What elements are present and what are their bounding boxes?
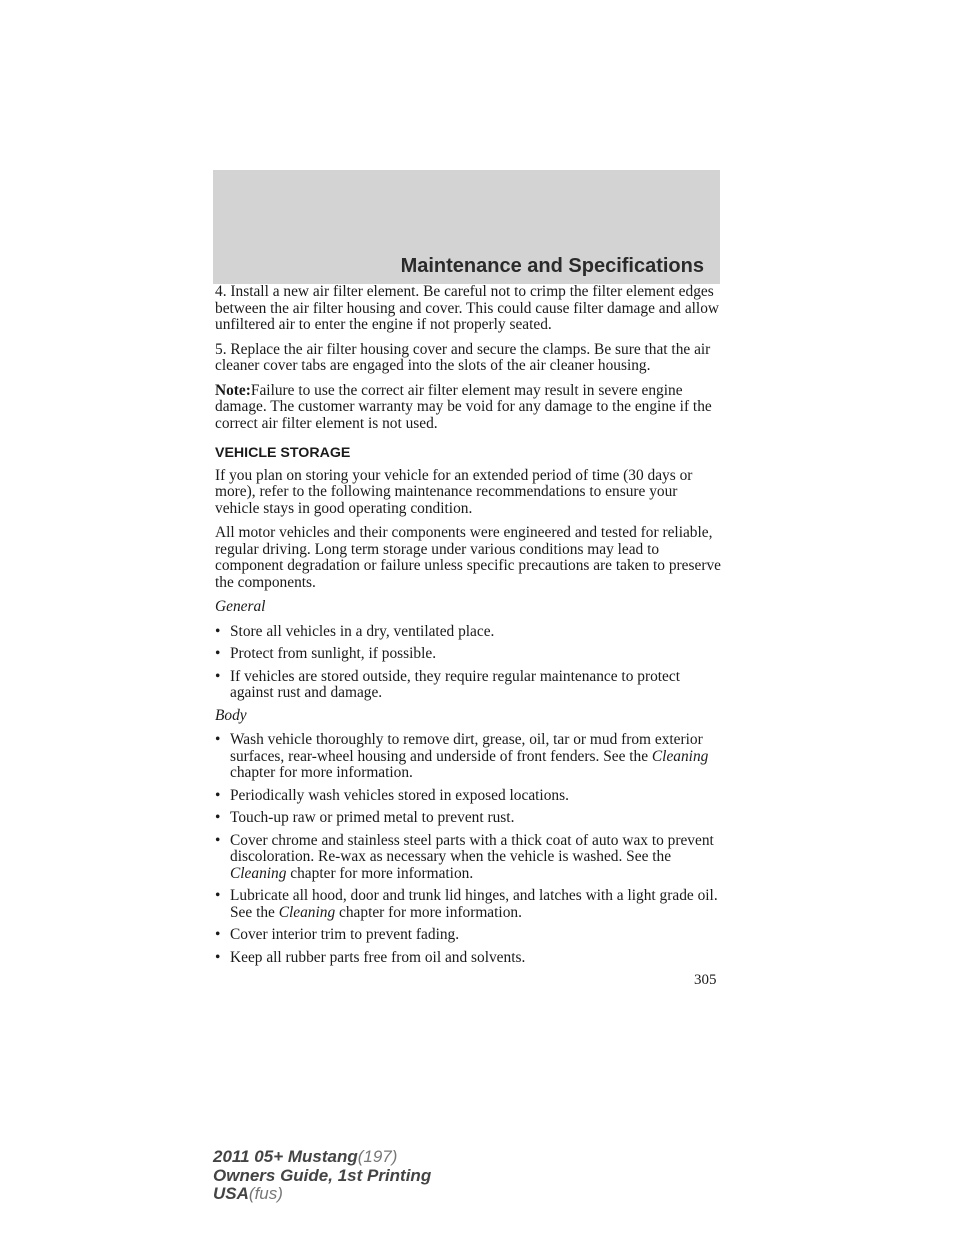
cleaning-chapter-ref: Cleaning [651, 747, 709, 765]
footer-model: 2011 05+ Mustang [213, 1147, 358, 1166]
list-item: • Store all vehicles in a dry, ventilated place. [215, 624, 725, 641]
page-number: 305 [694, 972, 717, 988]
footer-line-2 [213, 1167, 431, 1186]
footer-edition: Owners Guide, 1st Printing [213, 1165, 432, 1185]
body-list [215, 732, 725, 966]
footer-line-1 [213, 1148, 431, 1167]
list-item: • Protect from sunlight, if possible. [215, 646, 725, 663]
list-item: • Cover interior trim to prevent fading. [215, 927, 725, 944]
section-title: Maintenance and Specifications [400, 255, 704, 277]
list-item: • Periodically wash vehicles stored in exposed locations. [215, 788, 725, 805]
item-text: Wash vehicle thoroughly to remove dirt, grease, oil, tar or mud from exterior surfaces, rear-wheel housing and underside of front fenders. See the [230, 731, 703, 765]
note-label: Note: [215, 381, 251, 399]
body-subheading: Body [215, 706, 247, 724]
list-item: • Touch-up raw or primed metal to prevent rust. [215, 810, 725, 827]
footer-code: (197) [357, 1147, 398, 1166]
list-item [215, 732, 725, 782]
list-item [215, 888, 725, 921]
general-list [215, 624, 725, 702]
note-paragraph [215, 383, 725, 433]
vehicle-storage-heading: VEHICLE STORAGE [215, 445, 351, 461]
note-text: Failure to use the correct air filter element may result in severe engine damage. The customer warranty may be void for any damage to the engine if the correct air filter element is not used. [215, 381, 712, 432]
cleaning-chapter-ref: Cleaning [230, 864, 287, 882]
footer-market-code: (fus) [248, 1184, 283, 1203]
step-5-paragraph: 5. Replace the air filter housing cover and secure the clamps. Be sure that the air cleaner cover tabs are engaged into the slots of the air cleaner housing. [215, 340, 711, 374]
list-item [215, 833, 725, 883]
storage-intro-1: If you plan on storing your vehicle for an extended period of time (30 days or more), refer to the following maintenance recommendations to ensure your vehicle stays in good operating condition. [215, 466, 693, 517]
general-subheading: General [215, 598, 266, 615]
cleaning-chapter-ref: Cleaning [278, 903, 336, 921]
footer-line-3 [213, 1185, 431, 1204]
section-header-band [213, 170, 720, 284]
list-item: • Keep all rubber parts free from oil and solvents. [215, 950, 725, 967]
item-text: chapter for more information. [230, 764, 413, 781]
storage-intro-2: All motor vehicles and their components were engineered and tested for reliable, regular driving. Long term storage under various conditions may lead to component degradation or failure unless specific precautions are taken to preserve the components. [215, 524, 721, 591]
footer-market: USA [213, 1184, 249, 1203]
page-content [215, 284, 725, 972]
list-item: • If vehicles are stored outside, they require regular maintenance to protect against rust and damage. [215, 669, 725, 702]
print-footer [213, 1148, 431, 1204]
step-4-paragraph: 4. Install a new air filter element. Be careful not to crimp the filter element edges between the air filter housing and cover. This could cause filter damage and allow unfiltered air to enter the engine if not properly seated. [215, 283, 720, 333]
item-text: chapter for more information. [286, 864, 474, 882]
item-text: Lubricate all hood, door and trunk lid hinges, and latches with a light grade oil. See the [230, 887, 718, 921]
item-text: chapter for more information. [335, 903, 522, 921]
item-text: Cover chrome and stainless steel parts with a thick coat of auto wax to prevent discoloration. Re-wax as necessary when the vehicle is washed. See the [230, 831, 714, 865]
